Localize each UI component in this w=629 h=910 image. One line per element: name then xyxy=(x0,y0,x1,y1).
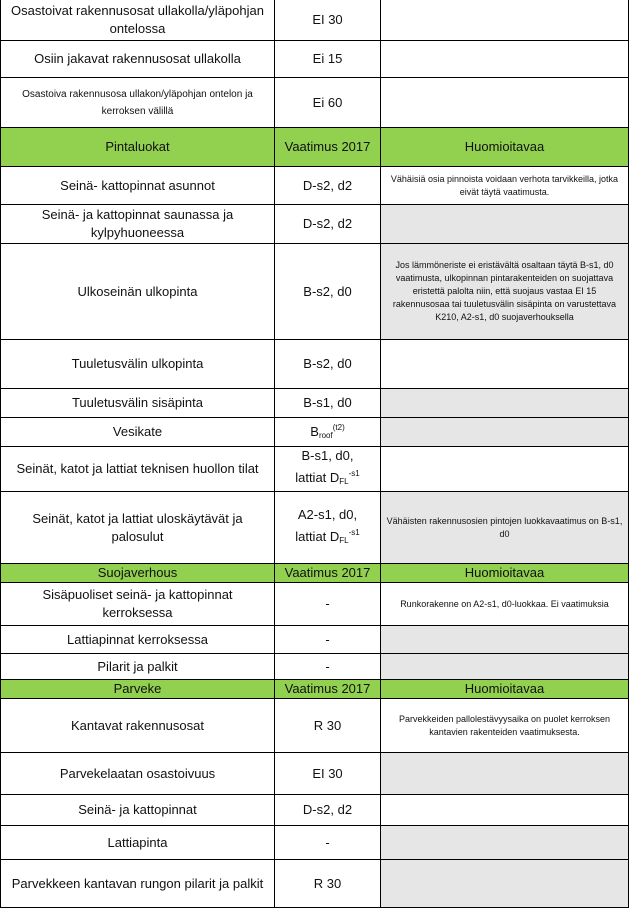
requirement-value xyxy=(275,205,381,244)
row-note xyxy=(381,205,629,244)
label-text: Osastoivat rakennusosat ullakolla/yläpohjan ontelossa xyxy=(11,3,264,36)
row-label xyxy=(0,205,275,244)
value-text: Vaatimus 2017 xyxy=(284,139,371,154)
row-note xyxy=(381,654,629,680)
row-note xyxy=(381,78,629,128)
label-text: Parvekelaatan osastoivuus xyxy=(59,765,216,781)
value-subscript: FL xyxy=(339,477,349,486)
row-note xyxy=(381,699,629,753)
notes-header xyxy=(381,128,629,167)
note-text: Huomioitavaa xyxy=(464,565,545,580)
section-header-row xyxy=(0,680,629,699)
label-text: Parveke xyxy=(113,681,162,696)
requirement-value xyxy=(275,418,381,447)
value-subscript: FL xyxy=(339,535,349,545)
row-note xyxy=(381,340,629,389)
row-label xyxy=(0,340,275,389)
note-text: Vähäisiä osia pinnoista voidaan verhota tarvikkeilla, jotka eivät täytä vaatimusta. xyxy=(390,173,619,197)
value-text: B-s2, d0 xyxy=(303,356,352,371)
label-text: Vesikate xyxy=(112,424,163,439)
section-title xyxy=(0,680,275,699)
table-row xyxy=(0,78,629,128)
requirement-value xyxy=(275,583,381,626)
row-label xyxy=(0,795,275,826)
note-text: Parvekkeiden pallolestävyysaika on puolet kerroksen kantavien rakenteiden vaatimuksesta. xyxy=(398,713,611,737)
section-header-row xyxy=(0,564,629,583)
table-row xyxy=(0,418,629,447)
row-label xyxy=(0,753,275,795)
value-line1: A2-s1, d0, xyxy=(297,506,358,522)
row-label xyxy=(0,860,275,908)
label-text: Seinät, katot ja lattiat uloskäytävät ja palosulut xyxy=(32,510,243,544)
requirement-text xyxy=(295,447,360,491)
value-superscript: -s1 xyxy=(348,527,360,537)
table-row xyxy=(0,826,629,860)
table-row xyxy=(0,0,629,41)
table-row xyxy=(0,860,629,908)
note-text: Runkorakenne on A2-s1, d0-luokkaa. Ei vaatimuksia xyxy=(400,598,609,609)
subscript xyxy=(339,536,348,545)
label-text: Seinä- ja kattopinnat saunassa ja kylpyhuoneessa xyxy=(41,207,234,240)
row-note xyxy=(381,795,629,826)
value-text: Ei 15 xyxy=(312,51,343,66)
row-note xyxy=(381,167,629,205)
table-row xyxy=(0,244,629,340)
row-note xyxy=(381,753,629,795)
requirement-value xyxy=(275,753,381,795)
label-text: Osiin jakavat rakennusosat ullakolla xyxy=(34,51,241,66)
row-label xyxy=(0,0,275,41)
value-text: - xyxy=(325,631,330,647)
label-text: Sisäpuoliset seinä- ja kattopinnat kerroksessa xyxy=(42,587,233,620)
requirement-value xyxy=(275,860,381,908)
row-note xyxy=(381,389,629,418)
value-floor: lattiat D xyxy=(295,470,340,485)
label-text: Pintaluokat xyxy=(105,139,170,154)
label-text: Ulkoseinän ulkopinta xyxy=(77,283,198,299)
row-note xyxy=(381,492,629,564)
row-note xyxy=(381,826,629,860)
label-text: Seinä- ja kattopinnat xyxy=(78,802,197,817)
value-text: D-s2, d2 xyxy=(302,802,353,817)
requirement-value xyxy=(275,626,381,654)
table-row xyxy=(0,654,629,680)
value-subscript: roof xyxy=(318,431,333,440)
label-text: Suojaverhous xyxy=(97,565,178,580)
table-row xyxy=(0,795,629,826)
superscript xyxy=(349,528,360,537)
table-row xyxy=(0,447,629,492)
value-floor: lattiat D xyxy=(295,528,340,544)
row-label xyxy=(0,583,275,626)
value-line2 xyxy=(295,465,360,491)
section-header-row xyxy=(0,128,629,167)
label-text: Lattiapinta xyxy=(107,834,168,850)
requirement-value xyxy=(275,0,381,41)
requirement-value xyxy=(275,447,381,492)
table-row xyxy=(0,389,629,418)
row-note xyxy=(381,583,629,626)
label-text: Lattiapinnat kerroksessa xyxy=(67,631,208,647)
requirement-value xyxy=(275,654,381,680)
requirement-value xyxy=(275,826,381,860)
row-note xyxy=(381,860,629,908)
value-line1: B-s1, d0, xyxy=(301,448,354,463)
requirement-value xyxy=(275,795,381,826)
value-line2 xyxy=(295,524,360,550)
row-label xyxy=(0,654,275,680)
requirement-value xyxy=(275,78,381,128)
row-note xyxy=(381,41,629,78)
row-label xyxy=(0,626,275,654)
table-row xyxy=(0,583,629,626)
value-text: EI 30 xyxy=(312,12,343,27)
label-text: Osastoiva rakennusosa ullakon/yläpohjan ontelon ja kerroksen välillä xyxy=(22,88,253,117)
label-text: Seinät, katot ja lattiat teknisen huollon tilat xyxy=(16,461,259,476)
value-text: - xyxy=(325,596,330,611)
row-note xyxy=(381,447,629,492)
row-label xyxy=(0,389,275,418)
value-text: Vaatimus 2017 xyxy=(284,681,371,696)
value-text: EI 30 xyxy=(312,765,343,781)
value-text: Ei 60 xyxy=(312,94,343,110)
table-row xyxy=(0,626,629,654)
requirement-value xyxy=(275,41,381,78)
label-text: Tuuletusvälin ulkopinta xyxy=(71,356,204,371)
row-label xyxy=(0,447,275,492)
row-note xyxy=(381,0,629,41)
value-text: B-s1, d0 xyxy=(303,395,352,410)
value-text: D-s2, d2 xyxy=(302,177,353,193)
requirement-value xyxy=(275,167,381,205)
subscript xyxy=(319,431,333,440)
requirement-value xyxy=(275,699,381,753)
section-title xyxy=(0,128,275,167)
note-text: Jos lämmöneriste ei eristävältä osaltaan täytä B-s1, d0 vaatimusta, ulkopinnan pintarakenteiden on suojattava eristettä palolta niin, että suojaus vastaa EI 15 rakennusosaa tai tuuletusvälin sisäpinta on varustettava K210, A2-s1, d0 suojaverhouksella xyxy=(392,260,617,322)
requirement-text xyxy=(310,419,344,445)
requirement-value xyxy=(275,340,381,389)
superscript xyxy=(333,423,345,432)
requirement-value xyxy=(275,389,381,418)
label-text: Pilarit ja palkit xyxy=(97,658,178,674)
table-row xyxy=(0,753,629,795)
label-text: Parvekkeen kantavan rungon pilarit ja palkit xyxy=(11,875,264,891)
label-text: Seinä- kattopinnat asunnot xyxy=(60,177,215,193)
table-row xyxy=(0,167,629,205)
value-text: D-s2, d2 xyxy=(302,216,353,231)
table-row xyxy=(0,340,629,389)
row-note xyxy=(381,418,629,447)
row-label xyxy=(0,41,275,78)
subscript xyxy=(339,477,348,486)
value-text: - xyxy=(325,658,330,674)
label-text: Tuuletusvälin sisäpinta xyxy=(71,395,204,410)
notes-header xyxy=(381,564,629,583)
value-superscript: (t2) xyxy=(332,423,345,432)
superscript xyxy=(349,469,360,478)
row-label xyxy=(0,167,275,205)
requirement-header xyxy=(275,564,381,583)
row-note xyxy=(381,626,629,654)
notes-header xyxy=(381,680,629,699)
note-text: Huomioitavaa xyxy=(464,139,545,154)
section-title xyxy=(0,564,275,583)
row-label xyxy=(0,244,275,340)
requirement-value xyxy=(275,492,381,564)
row-label xyxy=(0,492,275,564)
value-text: R 30 xyxy=(313,717,342,733)
requirement-header xyxy=(275,680,381,699)
table-row xyxy=(0,41,629,78)
note-text: Vähäisten rakennusosien pintojen luokkavaatimus on B-s1, d0 xyxy=(386,515,623,539)
note-text: Huomioitavaa xyxy=(464,681,545,696)
row-label xyxy=(0,78,275,128)
row-note xyxy=(381,244,629,340)
value-text: - xyxy=(325,834,330,850)
row-label xyxy=(0,826,275,860)
row-label xyxy=(0,699,275,753)
value-superscript: -s1 xyxy=(348,469,360,478)
value-main: B xyxy=(310,424,319,439)
requirement-text xyxy=(295,506,360,550)
requirement-value xyxy=(275,244,381,340)
row-label xyxy=(0,418,275,447)
table-row xyxy=(0,699,629,753)
requirement-header xyxy=(275,128,381,167)
value-text: R 30 xyxy=(313,875,342,891)
value-text: B-s2, d0 xyxy=(303,283,352,299)
table-row xyxy=(0,205,629,244)
table-row xyxy=(0,492,629,564)
label-text: Kantavat rakennusosat xyxy=(71,717,204,733)
value-text: Vaatimus 2017 xyxy=(284,565,371,580)
